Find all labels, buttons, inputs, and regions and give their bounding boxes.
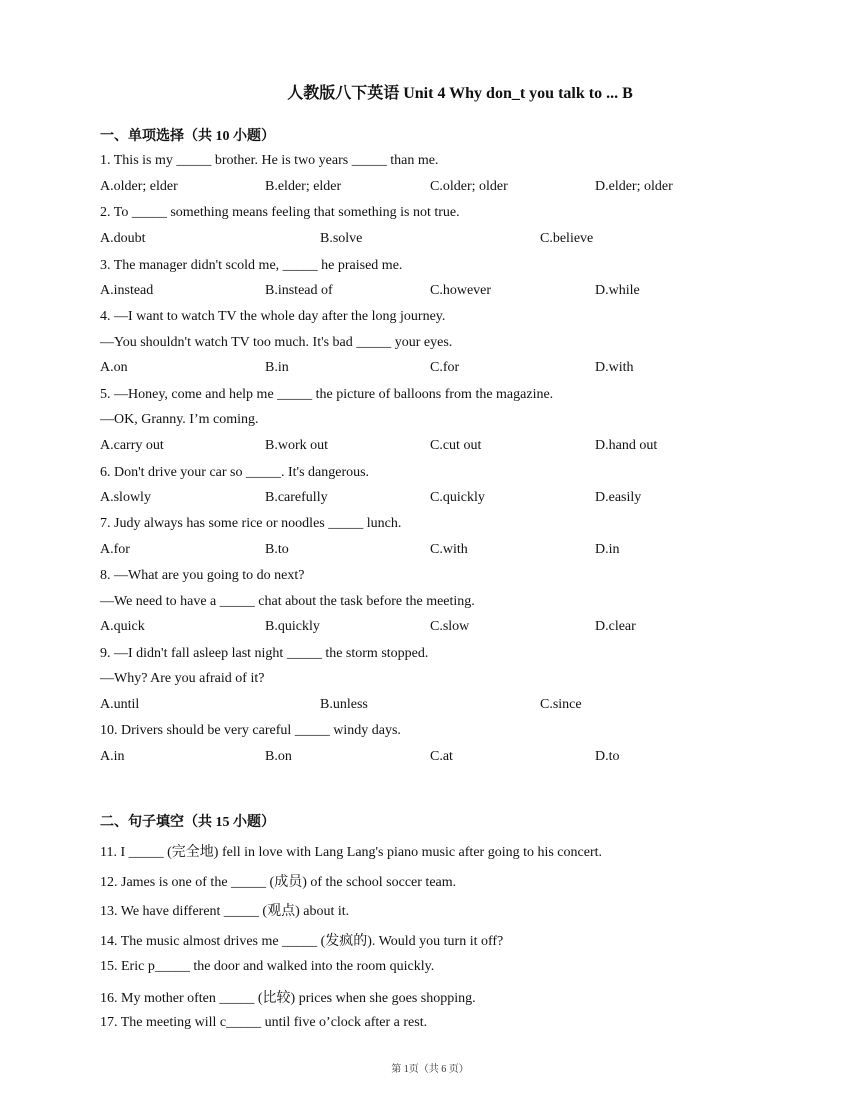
question-2: 2. To _____ something means feeling that something is not true.: [100, 205, 460, 220]
section-heading-sentence-fill: 二、句子填空（共 15 小题）: [100, 815, 275, 830]
question-13: 13. We have different _____ (观点) about it.: [100, 904, 350, 919]
question-1: 1. This is my _____ brother. He is two years _____ than me.: [100, 153, 439, 168]
option-a: A.for: [100, 542, 130, 557]
option-c: C.at: [430, 749, 453, 764]
question-10: 10. Drivers should be very careful _____ windy days.: [100, 723, 401, 738]
option-b: B.work out: [265, 438, 328, 453]
option-a: A.in: [100, 749, 125, 764]
question-4: 4. —I want to watch TV the whole day after the long journey.: [100, 309, 446, 324]
question-1-options: [100, 179, 780, 199]
page-footer: 第 1页（共 6 页）: [391, 1064, 469, 1075]
question-3-options: [100, 283, 780, 303]
question-5: 5. —Honey, come and help me _____ the picture of balloons from the magazine.: [100, 387, 554, 402]
option-b: B.unless: [320, 697, 368, 712]
question-7: 7. Judy always has some rice or noodles _____ lunch.: [100, 516, 402, 531]
option-c: C.slow: [430, 619, 470, 634]
option-c: C.since: [540, 697, 582, 712]
option-b: B.solve: [320, 231, 363, 246]
option-a: A.on: [100, 360, 128, 375]
question-11: 11. I _____ (完全地) fell in love with Lang Lang's piano music after going to his concert.: [100, 845, 603, 860]
question-9: 9. —I didn't fall asleep last night _____ the storm stopped.: [100, 646, 429, 661]
option-b: B.quickly: [265, 619, 320, 634]
option-b: B.carefully: [265, 490, 328, 505]
option-c: C.quickly: [430, 490, 485, 505]
question-15: 15. Eric p_____ the door and walked into the room quickly.: [100, 959, 435, 974]
option-c: C.older; older: [430, 179, 508, 194]
question-12: 12. James is one of the _____ (成员) of the school soccer team.: [100, 875, 457, 890]
option-d: D.hand out: [595, 438, 658, 453]
question-9-line-2: —Why? Are you afraid of it?: [100, 671, 265, 686]
option-a: A.instead: [100, 283, 154, 298]
option-a: A.carry out: [100, 438, 164, 453]
question-4-options: [100, 360, 780, 380]
option-d: D.while: [595, 283, 640, 298]
option-d: D.clear: [595, 619, 636, 634]
option-a: A.until: [100, 697, 140, 712]
option-d: D.easily: [595, 490, 642, 505]
question-16: 16. My mother often _____ (比较) prices when she goes shopping.: [100, 991, 476, 1006]
option-d: D.elder; older: [595, 179, 673, 194]
question-8-options: [100, 619, 780, 639]
section-heading-multiple-choice: 一、单项选择（共 10 小题）: [100, 129, 275, 144]
question-6-options: [100, 490, 780, 510]
option-b: B.to: [265, 542, 289, 557]
option-a: A.quick: [100, 619, 145, 634]
question-7-options: [100, 542, 780, 562]
option-a: A.doubt: [100, 231, 146, 246]
question-4-line-2: —You shouldn't watch TV too much. It's bad _____ your eyes.: [100, 335, 453, 350]
question-5-line-2: —OK, Granny. I’m coming.: [100, 412, 259, 427]
question-3: 3. The manager didn't scold me, _____ he praised me.: [100, 258, 403, 273]
question-17: 17. The meeting will c_____ until five o’clock after a rest.: [100, 1015, 428, 1030]
option-c: C.with: [430, 542, 468, 557]
option-a: A.slowly: [100, 490, 151, 505]
option-c: C.believe: [540, 231, 594, 246]
option-b: B.in: [265, 360, 289, 375]
option-b: B.elder; elder: [265, 179, 342, 194]
question-8-line-2: —We need to have a _____ chat about the task before the meeting.: [100, 594, 475, 609]
option-a: A.older; elder: [100, 179, 178, 194]
question-8: 8. —What are you going to do next?: [100, 568, 305, 583]
document-title: 人教版八下英语 Unit 4 Why don_t you talk to ... B: [287, 85, 633, 102]
question-2-options: [100, 231, 780, 251]
question-6: 6. Don't drive your car so _____. It's dangerous.: [100, 465, 370, 480]
option-d: D.with: [595, 360, 634, 375]
option-d: D.to: [595, 749, 620, 764]
question-9-options: [100, 697, 780, 717]
option-d: D.in: [595, 542, 620, 557]
question-5-options: [100, 438, 780, 458]
option-c: C.for: [430, 360, 460, 375]
option-b: B.instead of: [265, 283, 333, 298]
question-10-options: [100, 749, 780, 769]
option-b: B.on: [265, 749, 292, 764]
option-c: C.cut out: [430, 438, 482, 453]
question-14: 14. The music almost drives me _____ (发疯的). Would you turn it off?: [100, 934, 504, 949]
option-c: C.however: [430, 283, 492, 298]
